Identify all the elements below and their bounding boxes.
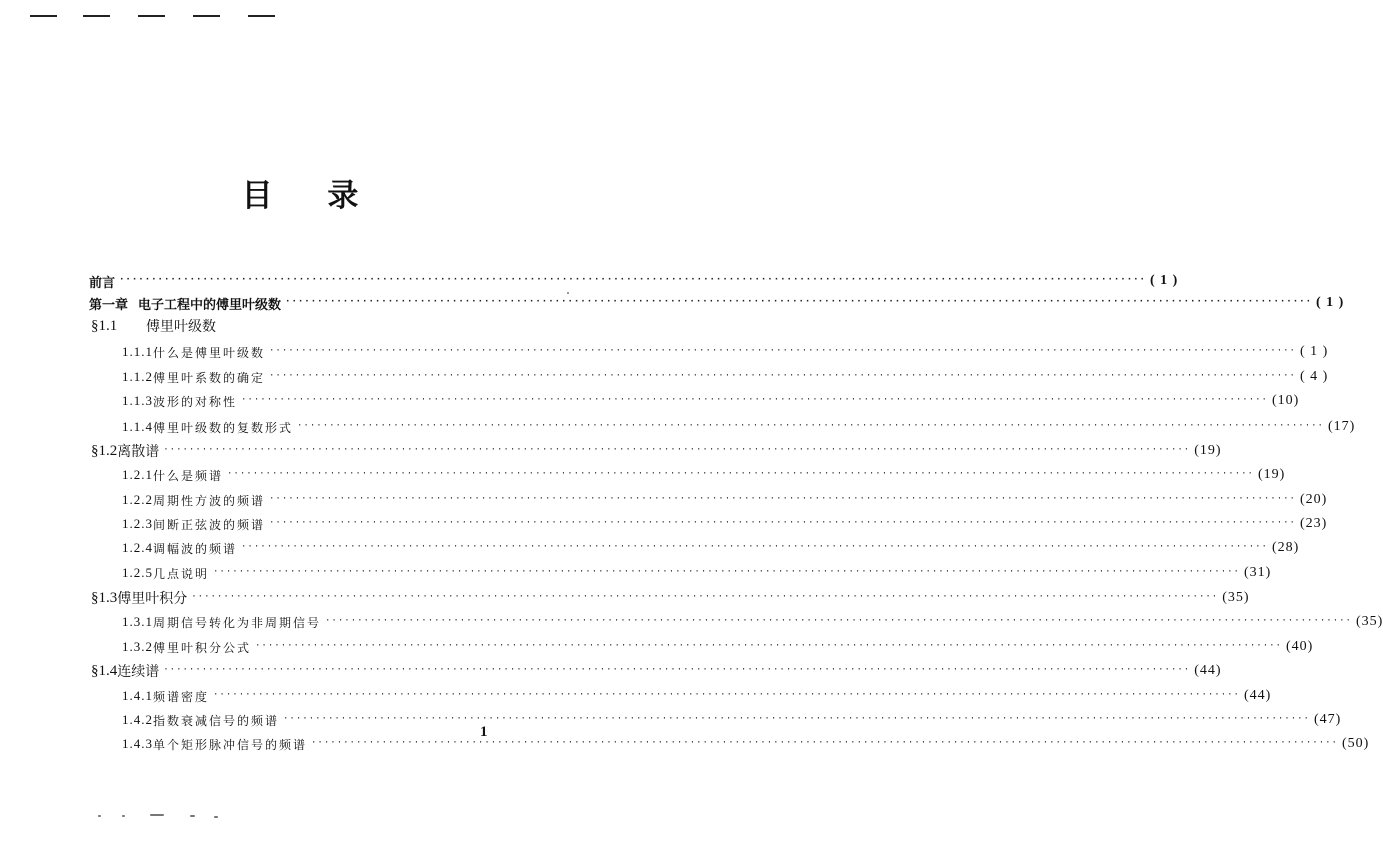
dot-leader: ································································································································································ xyxy=(297,421,1324,431)
toc-entry-preface xyxy=(89,270,1179,292)
page-title: 目 录 xyxy=(241,178,381,214)
dot-leader: ································································································································································ xyxy=(119,275,1146,285)
dot-leader: ································································································································································ xyxy=(285,297,1312,307)
toc-entry-title: 间断正弦波的频谱 xyxy=(153,517,266,532)
header-rule-5 xyxy=(248,15,275,17)
toc-entry-number: 1.2.4 xyxy=(122,540,153,555)
dot-leader: ································································································································································ xyxy=(163,665,1191,675)
header-rule-4 xyxy=(193,15,220,17)
toc-entry-title: 电子工程中的傅里叶级数 xyxy=(138,297,282,313)
scan-speck xyxy=(122,815,125,817)
toc-entry-title: 什么是频谱 xyxy=(153,468,224,483)
scan-speck xyxy=(567,292,569,294)
toc-entry-page: (10) xyxy=(1271,393,1300,408)
toc-entry-title: 傅里叶系数的确定 xyxy=(153,370,266,385)
toc-entry-number: 1.4.1 xyxy=(122,688,153,703)
dot-leader: ································································································································································ xyxy=(163,445,1191,455)
toc-entry-sub xyxy=(122,685,1272,707)
toc-entry-number: 1.4.2 xyxy=(122,712,153,727)
dot-leader: ································································································································································ xyxy=(311,738,1338,748)
toc-entry-section xyxy=(91,660,1222,682)
toc-entry-sub xyxy=(122,390,1300,412)
toc-entry-page: ( 1 ) xyxy=(1315,295,1345,310)
toc-entry-number: 1.2.3 xyxy=(122,516,153,531)
dot-leader: ································································································································································ xyxy=(213,567,1240,577)
toc-entry-number: 第一章 xyxy=(89,297,129,313)
toc-entry-page: (17) xyxy=(1327,419,1356,434)
toc-entry-page: (19) xyxy=(1194,443,1222,458)
toc-entry-section xyxy=(91,315,513,337)
toc-entry-number: 1.1.3 xyxy=(122,393,153,408)
toc-entry-page: (28) xyxy=(1271,540,1300,555)
dot-leader: ································································································································································ xyxy=(283,714,1310,724)
toc-entry-number: §1.3 xyxy=(91,589,118,606)
toc-entry-page: (19) xyxy=(1257,467,1286,482)
toc-entry-title: 周期信号转化为非周期信号 xyxy=(153,615,322,630)
dot-leader: ································································································································································ xyxy=(269,346,1296,356)
toc-entry-title: 指数衰减信号的频谱 xyxy=(153,713,280,728)
toc-entry-page: (44) xyxy=(1243,688,1272,703)
toc-entry-page: (35) xyxy=(1355,614,1383,629)
toc-entry-number: 1.2.1 xyxy=(122,467,153,482)
toc-entry-title: 周期性方波的频谱 xyxy=(153,493,266,508)
toc-entry-sub xyxy=(122,416,1356,438)
dot-leader: ································································································································································ xyxy=(255,641,1282,651)
toc-entry-chapter xyxy=(89,292,1345,314)
toc-entry-number: §1.4 xyxy=(91,662,118,679)
toc-entry-title: 连续谱 xyxy=(117,664,160,680)
toc-entry-title: 什么是傅里叶级数 xyxy=(153,345,266,360)
toc-entry-title: 前言 xyxy=(89,275,116,291)
toc-entry-number: 1.2.2 xyxy=(122,492,153,507)
scan-speck xyxy=(214,816,218,818)
toc-entry-number: 1.2.5 xyxy=(122,565,153,580)
toc-entry-page: (23) xyxy=(1299,516,1328,531)
toc-entry-page: (35) xyxy=(1222,590,1250,605)
toc-entry-title: 调幅波的频谱 xyxy=(153,541,238,556)
toc-entry-page: (20) xyxy=(1299,492,1328,507)
toc-entry-sub xyxy=(122,489,1328,511)
toc-entry-page: (44) xyxy=(1194,663,1222,678)
toc-entry-number: 1.3.2 xyxy=(122,639,153,654)
toc-entry-page: ( 1 ) xyxy=(1149,273,1179,288)
scan-speck xyxy=(98,815,101,817)
toc-entry-number: 1.1.1 xyxy=(122,344,153,359)
toc-entry-page: (47) xyxy=(1313,712,1342,727)
dot-leader: ································································································································································ xyxy=(269,371,1296,381)
toc-entry-title: 傅里叶积分 xyxy=(117,591,188,607)
toc-entry-section xyxy=(91,587,1250,609)
toc-entry-title: 单个矩形脉冲信号的频谱 xyxy=(153,737,308,752)
toc-entry-title: 离散谱 xyxy=(117,444,160,460)
scan-speck xyxy=(150,814,164,816)
toc-entry-title: 傅里叶积分公式 xyxy=(153,640,252,655)
header-rule-2 xyxy=(83,15,110,17)
toc-entry-sub xyxy=(122,733,1370,755)
header-rule-1 xyxy=(30,15,57,17)
toc-entry-sub xyxy=(122,513,1328,535)
toc-entry-number: 1.4.3 xyxy=(122,736,153,751)
toc-entry-sub xyxy=(122,366,1329,388)
toc-entry-title: 傅里叶级数的复数形式 xyxy=(153,420,294,435)
toc-entry-page: (40) xyxy=(1285,639,1314,654)
toc-entry-sub xyxy=(122,341,1329,363)
toc-entry-number: §1.2 xyxy=(91,442,118,459)
toc-entry-number: 1.3.1 xyxy=(122,614,153,629)
dot-leader: ································································································································································ xyxy=(191,592,1219,602)
header-rule-3 xyxy=(138,15,165,17)
toc-entry-sub xyxy=(122,562,1272,584)
dot-leader: ································································································································································ xyxy=(227,469,1254,479)
toc-entry-number: 1.1.2 xyxy=(122,369,153,384)
toc-entry-title: 频谱密度 xyxy=(153,689,210,704)
page-number: 1 xyxy=(480,724,488,740)
toc-entry-sub xyxy=(122,537,1300,559)
dot-leader: ································································································································································ xyxy=(213,690,1240,700)
toc-entry-page: (31) xyxy=(1243,565,1272,580)
toc-entry-sub xyxy=(122,709,1342,731)
dot-leader: ································································································································································ xyxy=(241,395,1268,405)
toc-entry-section xyxy=(91,440,1222,462)
toc-entry-page: (50) xyxy=(1341,736,1370,751)
toc-entry-title: 波形的对称性 xyxy=(153,394,238,409)
toc-entry-title: 几点说明 xyxy=(153,566,210,581)
toc-entry-number: 1.1.4 xyxy=(122,419,153,434)
toc-entry-title: 傅里叶级数 xyxy=(146,319,216,335)
scan-speck xyxy=(190,815,195,817)
dot-leader: ································································································································································ xyxy=(269,494,1296,504)
dot-leader: ································································································································································ xyxy=(241,542,1268,552)
dot-leader: ································································································································································ xyxy=(269,518,1296,528)
toc-entry-number: §1.1 xyxy=(91,317,118,334)
toc-entry-sub xyxy=(122,611,1383,633)
toc-entry-sub xyxy=(122,464,1286,486)
toc-entry-page: ( 1 ) xyxy=(1299,344,1329,359)
dot-leader: ································································································································································ xyxy=(325,616,1352,626)
toc-entry-sub xyxy=(122,636,1314,658)
toc-entry-page: ( 4 ) xyxy=(1299,369,1329,384)
